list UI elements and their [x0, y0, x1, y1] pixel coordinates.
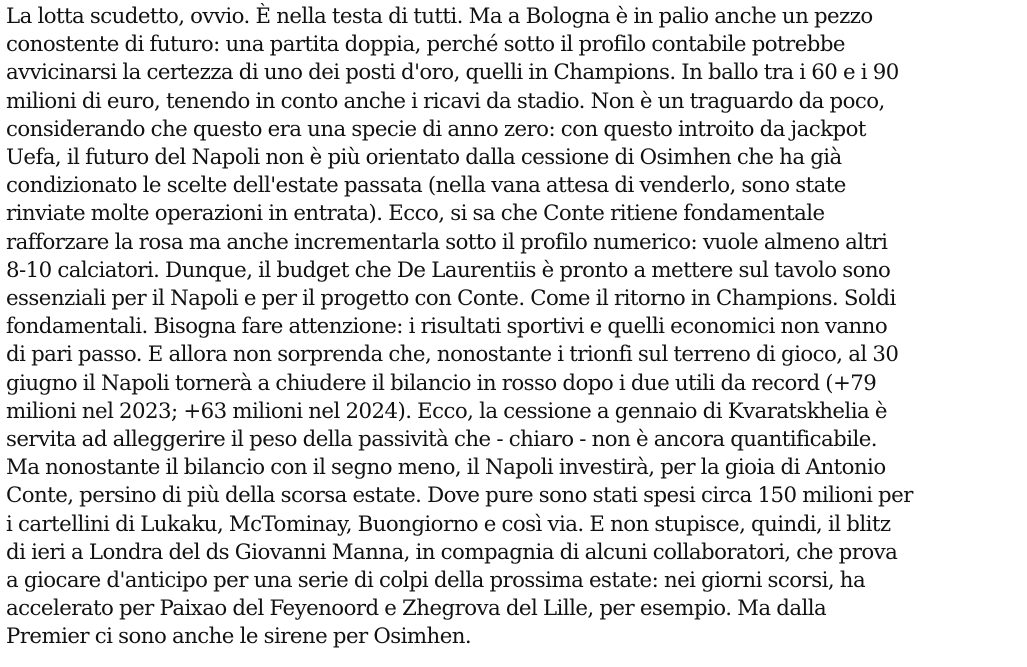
article-line: condizionato le scelte dell'estate passata (nella vana attesa di venderlo, sono state — [6, 173, 846, 199]
article-line: milioni di euro, tenendo in conto anche i ricavi da stadio. Non è un traguardo da poco, — [6, 88, 885, 114]
article-line: di pari passo. E allora non sorprenda che, nonostante i trionfi sul terreno di gioco, al 30 — [6, 342, 899, 368]
article-line: di ieri a Londra del ds Giovanni Manna, in compagnia di alcuni collaboratori, che prova — [6, 539, 898, 565]
article-line: Premier ci sono anche le sirene per Osimhen. — [6, 624, 472, 650]
article-line: Uefa, il futuro del Napoli non è più orientato dalla cessione di Osimhen che ha già — [6, 145, 842, 171]
article-line: considerando che questo era una specie di anno zero: con questo introito da jackpot — [6, 116, 866, 142]
article-line: giugno il Napoli tornerà a chiudere il bilancio in rosso dopo i due utili da record (+79 — [6, 370, 877, 396]
article-line: rafforzare la rosa ma anche incrementarla sotto il profilo numerico: vuole almeno altri — [6, 229, 888, 255]
article-line: milioni nel 2023; +63 milioni nel 2024). Ecco, la cessione a gennaio di Kvaratskhelia è — [6, 398, 887, 424]
article-line: essenziali per il Napoli e per il progetto con Conte. Come il ritorno in Champions. Soldi — [6, 286, 896, 312]
article-body — [6, 3, 1024, 652]
article-line: accelerato per Paixao del Feyenoord e Zhegrova del Lille, per esempio. Ma dalla — [6, 596, 827, 622]
article-line: Conte, persino di più della scorsa estate. Dove pure sono stati spesi circa 150 milioni per — [6, 483, 913, 509]
article-line: 8-10 calciatori. Dunque, il budget che De Laurentiis è pronto a mettere sul tavolo sono — [6, 257, 891, 283]
article-line: a giocare d'anticipo per una serie di colpi della prossima estate: nei giorni scorsi, ha — [6, 568, 866, 594]
article-line: avvicinarsi la certezza di uno dei posti d'oro, quelli in Champions. In ballo tra i 60 e i 90 — [6, 60, 899, 86]
article-line: fondamentali. Bisogna fare attenzione: i risultati sportivi e quelli economici non vanno — [6, 314, 888, 340]
article-line: i cartellini di Lukaku, McTominay, Buongiorno e così via. E non stupisce, quindi, il blitz — [6, 511, 891, 537]
article-line: conostente di futuro: una partita doppia, perché sotto il profilo contabile potrebbe — [6, 32, 845, 58]
article-line: servita ad alleggerire il peso della passività che - chiaro - non è ancora quantificabile. — [6, 427, 878, 453]
article-line: rinviate molte operazioni in entrata). Ecco, si sa che Conte ritiene fondamentale — [6, 201, 825, 227]
article-line: Ma nonostante il bilancio con il segno meno, il Napoli investirà, per la gioia di Antonio — [6, 455, 886, 481]
article-line: La lotta scudetto, ovvio. È nella testa di tutti. Ma a Bologna è in palio anche un pezzo — [6, 4, 873, 29]
